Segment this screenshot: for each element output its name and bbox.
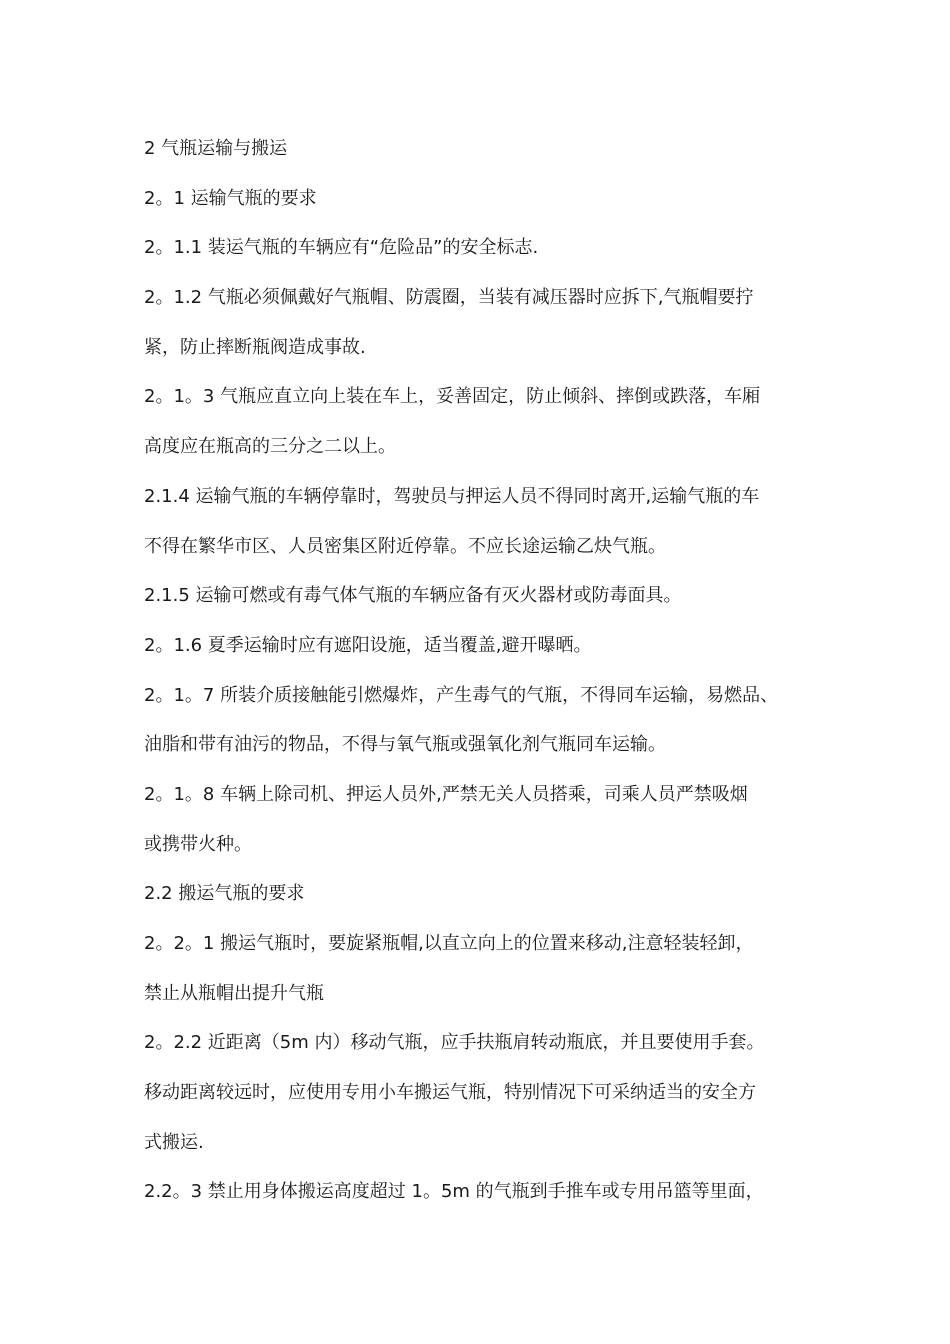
clause-text: 2.1.4 运输气瓶的车辆停靠时，驾驶员与押运人员不得同时离开,运输气瓶的车	[144, 485, 760, 507]
subsection-heading: 2.2 搬运气瓶的要求	[144, 883, 305, 905]
clause-text: 移动距离较远时，应使用专用小车搬运气瓶，特别情况下可采纳适当的安全方	[144, 1082, 756, 1104]
clause-text: 2。2.2 近距离（5m 内）移动气瓶，应手扶瓶肩转动瓶底，并且要使用手套。	[144, 1032, 765, 1054]
subsection-heading: 2。1 运输气瓶的要求	[144, 187, 317, 209]
clause-text: 2。1。7 所装介质接触能引燃爆炸，产生毒气的气瓶，不得同车运输，易燃品、	[144, 684, 779, 706]
clause-text: 高度应在瓶高的三分之二以上。	[144, 436, 396, 458]
clause-text: 2。1。3 气瓶应直立向上装在车上，妥善固定，防止倾斜、摔倒或跌落，车厢	[144, 386, 761, 408]
clause-text: 式搬运.	[144, 1131, 204, 1153]
clause-text: 2。1.1 装运气瓶的车辆应有“危险品”的安全标志.	[144, 237, 539, 259]
clause-text: 2。1。8 车辆上除司机、押运人员外,严禁无关人员搭乘，司乘人员严禁吸烟	[144, 783, 748, 805]
clause-text: 或携带火种。	[144, 833, 252, 855]
clause-text: 2。2。1 搬运气瓶时，要旋紧瓶帽,以直立向上的位置来移动,注意轻装轻卸，	[144, 933, 754, 954]
clause-text: 禁止从瓶帽出提升气瓶	[144, 982, 324, 1004]
clause-text: 油脂和带有油污的物品，不得与氧气瓶或强氧化剂气瓶同车运输。	[144, 734, 666, 756]
clause-text: 2。1.2 气瓶必须佩戴好气瓶帽、防震圈，当装有减压器时应拆下,气瓶帽要拧	[144, 287, 754, 309]
clause-text: 紧，防止摔断瓶阀造成事故.	[144, 336, 366, 358]
document-body	[144, 131, 834, 1224]
clause-text: 2.2。3 禁止用身体搬运高度超过 1。5m 的气瓶到手推车或专用吊篮等里面，	[144, 1181, 764, 1203]
section-heading: 2 气瓶运输与搬运	[144, 138, 288, 159]
clause-text: 2。1.6 夏季运输时应有遮阳设施，适当覆盖,避开曝晒。	[144, 634, 592, 656]
clause-text: 2.1.5 运输可燃或有毒气体气瓶的车辆应备有灭火器材或防毒面具。	[144, 585, 682, 607]
clause-text: 不得在繁华市区、人员密集区附近停靠。不应长途运输乙炔气瓶。	[144, 535, 666, 557]
